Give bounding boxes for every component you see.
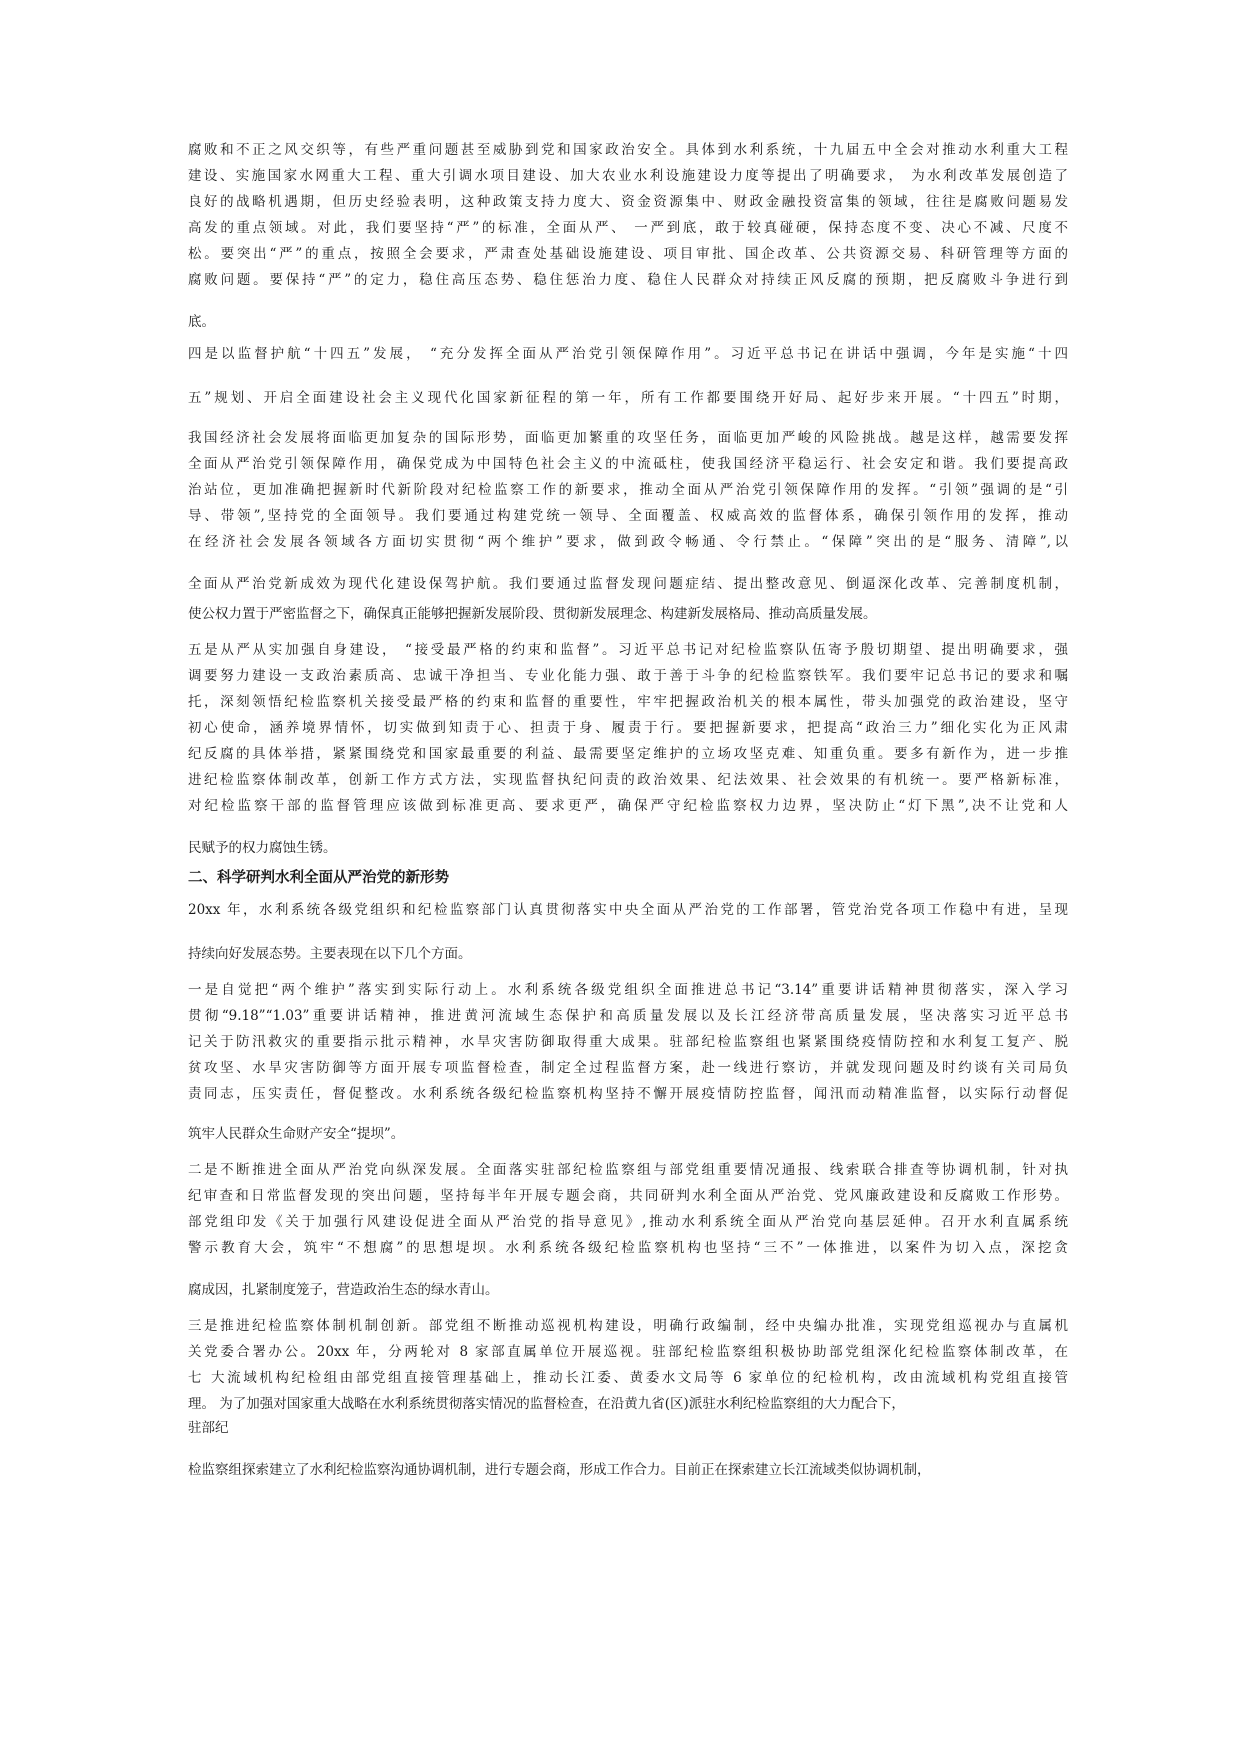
text-line: 驻部纪 — [188, 1420, 229, 1436]
text-line: 良好的战略机遇期，但历史经验表明，这种政策支持力度大、资金资源集中、财政金融投资富集的领域，往往是腐败问题易发 — [188, 194, 1068, 210]
text-line: 五”规划、开启全面建设社会主义现代化国家新征程的第一年，所有工作都要围绕开好局、起好步来开展。“十四五”时期， — [188, 390, 1068, 406]
text-line: 民赋予的权力腐蚀生锈。 — [188, 840, 337, 856]
text-line: 三是推进纪检监察体制机制创新。部党组不断推动巡视机构建设，明确行政编制，经中央编办批准，实现党组巡视办与直属机 — [188, 1318, 1068, 1334]
text-line: 贫攻坚、水旱灾害防御等方面开展专项监督检查，制定全过程监督方案，赴一线进行察访，并就发现问题及时约谈有关司局负 — [188, 1060, 1068, 1076]
text-line: 一是自觉把“两个维护”落实到实际行动上。水利系统各级党组织全面推进总书记“3.14”重要讲话精神贯彻落实，深入学习 — [188, 982, 1068, 998]
text-line: 托，深刻领悟纪检监察机关接受最严格的约束和监督的重要性，牢牢把握政治机关的根本属性，带头加强党的政治建设，坚守 — [188, 694, 1068, 710]
text-line: 责同志，压实责任，督促整改。水利系统各级纪检监察机构坚持不懈开展疫情防控监督，闻汛而动精准监督，以实际行动督促 — [188, 1086, 1068, 1102]
text-line: 警示教育大会，筑牢“不想腐”的思想堤坝。水利系统各级纪检监察机构也坚持“三不”一体推进，以案件为切入点，深挖贪 — [188, 1240, 1068, 1256]
text-line: 对纪检监察干部的监督管理应该做到标准更高、要求更严，确保严守纪检监察权力边界，坚决防止“灯下黑”,决不让党和人 — [188, 798, 1068, 814]
text-line: 持续向好发展态势。主要表现在以下几个方面。 — [188, 946, 472, 962]
text-line: 理。 为了加强对国家重大战略在水利系统贯彻落实情况的监督检查，在沿黄九省(区)派驻水利纪检监察组的大力配合下， — [188, 1396, 905, 1412]
text-line: 进纪检监察体制改革，创新工作方式方法，实现监督执纪问责的政治效果、纪法效果、社会效果的有机统一。要严格新标准， — [188, 772, 1068, 788]
text-line: 导、带领”,坚持党的全面领导。我们要通过构建党统一领导、全面覆盖、权威高效的监督体系，确保引领作用的发挥，推动 — [188, 508, 1068, 524]
text-line: 贯彻“9.18”“1.03”重要讲话精神，推进黄河流域生态保护和高质量发展以及长江经济带高质量发展，坚决落实习近平总书 — [188, 1008, 1068, 1024]
text-line: 筑牢人民群众生命财产安全“提坝”。 — [188, 1126, 405, 1142]
text-line: 纪反腐的具体举措，紧紧围绕党和国家最重要的利益、最需要坚定维护的立场攻坚克难、知重负重。要多有新作为，进一步推 — [188, 746, 1068, 762]
text-line: 关党委合署办公。20xx 年，分两轮对 8 家部直属单位开展巡视。驻部纪检监察组积极协助部党组深化纪检监察体制改革，在 — [188, 1344, 1068, 1360]
text-line: 高发的重点领域。对此，我们要坚持“严”的标准，全面从严、 一严到底，敢于较真碰硬，保持态度不变、决心不减、尺度不 — [188, 220, 1068, 236]
text-line: 建设、实施国家水网重大工程、重大引调水项目建设、加大农业水利设施建设力度等提出了明确要求， 为水利改革发展创造了 — [188, 168, 1068, 184]
text-line: 腐成因，扎紧制度笼子，营造政治生态的绿水青山。 — [188, 1282, 499, 1298]
text-line: 全面从严治党引领保障作用，确保党成为中国特色社会主义的中流砥柱，使我国经济平稳运行、社会安定和谐。我们要提高政 — [188, 456, 1068, 472]
text-line: 20xx 年，水利系统各级党组织和纪检监察部门认真贯彻落实中央全面从严治党的工作部署，管党治党各项工作稳中有进，呈现 — [188, 902, 1068, 918]
text-line: 七 大流域机构纪检组由部党组直接管理基础上，推动长江委、黄委水文局等 6 家单位的纪检机构，改由流域机构党组直接管 — [188, 1370, 1068, 1386]
text-line: 检监察组探索建立了水利纪检监察沟通协调机制，进行专题会商，形成工作合力。目前正在探索建立长江流域类似协调机制， — [188, 1462, 931, 1478]
text-line: 四是以监督护航“十四五”发展， “充分发挥全面从严治党引领保障作用”。习近平总书记在讲话中强调，今年是实施“十四 — [188, 346, 1068, 362]
text-line: 底。 — [188, 314, 215, 330]
text-line: 松。要突出“严”的重点，按照全会要求，严肃查处基础设施建设、项目审批、国企改革、公共资源交易、科研管理等方面的 — [188, 246, 1068, 262]
text-line: 腐败和不正之风交织等，有些严重问题甚至威胁到党和国家政治安全。具体到水利系统，十九届五中全会对推动水利重大工程 — [188, 142, 1068, 158]
text-line: 纪审查和日常监督发现的突出问题，坚持每半年开展专题会商，共同研判水利全面从严治党、党风廉政建设和反腐败工作形势。 — [188, 1188, 1068, 1204]
text-line: 我国经济社会发展将面临更加复杂的国际形势，面临更加繁重的攻坚任务，面临更加严峻的风险挑战。越是这样，越需要发挥 — [188, 430, 1068, 446]
text-line: 记关于防汛救灾的重要指示批示精神，水旱灾害防御取得重大成果。驻部纪检监察组也紧紧围绕疫情防控和水利复工复产、脱 — [188, 1034, 1068, 1050]
text-line: 初心使命，涵养境界情怀，切实做到知责于心、担责于身、履责于行。要把握新要求，把提高“政治三力”细化实化为正风肃 — [188, 720, 1068, 736]
section-heading: 二、科学研判水利全面从严治党的新形势 — [188, 870, 449, 886]
text-line: 使公权力置于严密监督之下，确保真正能够把握新发展阶段、贯彻新发展理念、构建新发展格局、推动高质量发展。 — [188, 606, 877, 622]
text-line: 部党组印发《关于加强行风建设促进全面从严治党的指导意见》,推动水利系统全面从严治党向基层延伸。召开水利直属系统 — [188, 1214, 1068, 1230]
text-line: 治站位，更加准确把握新时代新阶段对纪检监察工作的新要求，推动全面从严治党引领保障作用的发挥。“引领”强调的是“引 — [188, 482, 1068, 498]
text-line: 五是从严从实加强自身建设， “接受最严格的约束和监督”。习近平总书记对纪检监察队伍寄予殷切期望、提出明确要求，强 — [188, 642, 1068, 658]
text-line: 腐败问题。要保持“严”的定力，稳住高压态势、稳住惩治力度、稳住人民群众对持续正风反腐的预期，把反腐败斗争进行到 — [188, 272, 1068, 288]
text-line: 调要努力建设一支政治素质高、忠诚干净担当、专业化能力强、敢于善于斗争的纪检监察铁军。我们要牢记总书记的要求和嘱 — [188, 668, 1068, 684]
text-line: 二是不断推进全面从严治党向纵深发展。全面落实驻部纪检监察组与部党组重要情况通报、线索联合排查等协调机制，针对执 — [188, 1162, 1068, 1178]
text-line: 在经济社会发展各领域各方面切实贯彻“两个维护”要求，做到政令畅通、令行禁止。“保障”突出的是“服务、清障”,以 — [188, 534, 1068, 550]
text-line: 全面从严治党新成效为现代化建设保驾护航。我们要通过监督发现问题症结、提出整改意见、倒逼深化改革、完善制度机制， — [188, 576, 1068, 592]
